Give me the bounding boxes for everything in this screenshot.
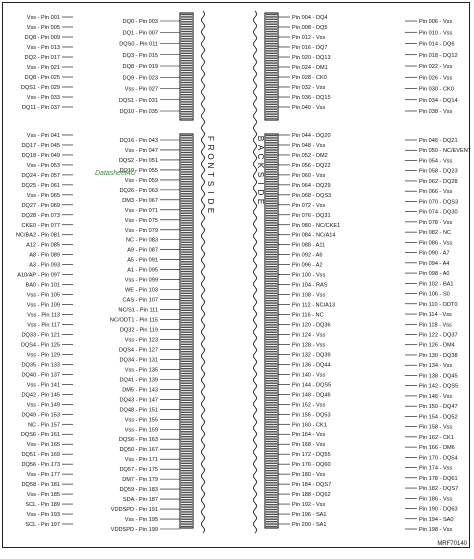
front-bottom-inner-pin-signal: Vss - Pin 159 [124, 427, 158, 434]
back-bottom-inner-pin-signal: Pin 088 - A11 [292, 242, 326, 249]
front-bottom-outer-pin-signal: A8 - Pin 089 [29, 252, 60, 259]
back-side-label-letter: D [256, 189, 265, 197]
front-bottom-outer-pin-signal: A10/AP - Pin 097 [17, 272, 60, 279]
front-bottom-inner-pin-signal: DQ43 - Pin 147 [119, 397, 158, 404]
front-bottom-inner-pin-signal: WE - Pin 103 [125, 287, 158, 294]
back-bottom-inner-pin-signal: Pin 112 - NC/A13 [292, 302, 336, 309]
back-bottom-inner-pin-signal: Pin 172 - DQ55 [292, 452, 331, 459]
front-bottom-inner-pin-signal: DQ57 - Pin 175 [119, 467, 158, 474]
back-bottom-inner-pin-signal: Pin 144 - DQS5 [292, 382, 332, 389]
front-bottom-outer-pin-signal: DQS6 - Pin 161 [20, 432, 60, 439]
back-bottom-outer-pin-signal: Pin 082 - NC [419, 230, 452, 237]
pinout-diagram [3, 3, 471, 549]
back-bottom-inner-pin-signal: Pin 092 - A6 [292, 252, 323, 259]
front-side-label [206, 136, 215, 214]
front-top-inner-pin-signal: DQ9 - Pin 023 [122, 75, 158, 82]
back-bottom-inner-pin-signal: Pin 168 - Vss [292, 442, 326, 449]
back-bottom-inner-pin-signal: Pin 052 - DM2 [292, 152, 328, 159]
front-side-label-letter: N [206, 162, 215, 170]
front-bottom-outer-pin-signal: SCL - Pin 197 [25, 522, 60, 528]
front-bottom-inner-pin-signal: DQ41 - Pin 139 [119, 377, 158, 384]
back-bottom-inner-pin-signal: Pin 176 - DQ60 [292, 462, 331, 469]
back-bottom-inner-pin-signal: Pin 192 - Vss [292, 502, 326, 509]
front-bottom-outer-pin-signal: Vss - Pin 129 [26, 352, 60, 359]
back-bottom-inner-pin-signal: Pin 124 - Vss [292, 332, 326, 339]
back-bottom-outer-pin-signal: Pin 090 - A7 [419, 250, 450, 257]
front-bottom-outer-pin-signal: DQS4 - Pin 125 [20, 342, 60, 349]
back-side-label-letter: E [256, 198, 265, 206]
front-bottom-outer-pin-signal: Vss - Pin 105 [26, 292, 60, 299]
back-bottom-outer-pin-signal: Pin 178 - DQ61 [419, 475, 458, 482]
back-bottom-inner-pin-signal: Pin 056 - DQ22 [292, 162, 331, 169]
front-top-outer-pin-signal: DQ2 - Pin 017 [24, 55, 60, 61]
front-bottom-inner-pin-signal: SDA - Pin 187 [122, 497, 158, 504]
diagram-frame [2, 2, 470, 548]
back-bottom-outer-pin-signal: Pin 066 - Vss [419, 189, 453, 196]
front-bottom-inner-pin-signal: DQS6 - Pin 163 [118, 437, 158, 444]
front-top-outer-pin-signal: Vss - Pin 021 [26, 65, 60, 71]
back-bottom-outer-pin-signal: Pin 054 - Vss [419, 158, 453, 165]
front-bottom-inner-pin-signal: NC/S1 - Pin 111 [118, 307, 158, 314]
front-bottom-inner-pin-signal: DQ26 - Pin 063 [119, 187, 158, 194]
front-bottom-outer-pin-signal: DQ56 - Pin 173 [21, 462, 60, 469]
front-bottom-inner-pin-signal: NC/ODT1 - Pin 115 [109, 317, 158, 324]
front-bottom-outer-pin-signal: NC - Pin 157 [27, 422, 60, 429]
front-bottom-outer-pin-signal: DQ33 - Pin 121 [21, 332, 60, 339]
front-bottom-inner-pin-signal: Vss - Pin 135 [124, 367, 158, 374]
front-bottom-outer-pin-signal: Vss - Pin 109 [26, 302, 60, 309]
back-bottom-outer-pin-signal: Pin 102 - BA1 [419, 281, 454, 288]
back-side-label-letter: B [256, 135, 265, 143]
back-bottom-inner-pin-signal: Pin 136 - DQ44 [292, 362, 331, 369]
front-bottom-inner-pin-signal: DQS4 - Pin 127 [118, 347, 158, 354]
front-top-inner-pin-signal: DQ0 - Pin 003 [122, 19, 158, 25]
back-bottom-inner-pin-signal: Pin 044 - DQ20 [292, 133, 331, 139]
back-bottom-inner-pin-signal: Pin 108 - Vss [292, 292, 326, 299]
back-bottom-outer-pin-signal: Pin 186 - Vss [419, 496, 453, 503]
front-bottom-outer-pin-signal: DQ18 - Pin 049 [21, 152, 60, 159]
back-side-label [256, 136, 265, 205]
back-top-outer-pin-signal: Pin 022 - Vss [419, 64, 453, 70]
back-top-inner-pin-signal: Pin 004 - DQ4 [292, 15, 328, 21]
front-bottom-inner-pin-signal: Vss - Pin 099 [124, 277, 158, 284]
back-bottom-outer-pin-signal: Pin 150 - DQ47 [419, 404, 458, 411]
front-bottom-inner-pin-signal: DQ16 - Pin 043 [119, 138, 158, 144]
back-bottom-inner-pin-signal: Pin 180 - Vss [292, 472, 326, 479]
back-bottom-inner-pin-signal: Pin 184 - DQS7 [292, 482, 332, 489]
front-side-label-letter: I [206, 191, 215, 195]
front-top-outer-pin-signal: DQ8 - Pin 009 [24, 35, 60, 41]
front-bottom-outer-pin-signal: Vss - Pin 065 [26, 192, 60, 199]
back-bottom-outer-pin-signal: Pin 198 - Vss [419, 527, 453, 533]
front-bottom-inner-pin-signal: Vss - Pin 155 [124, 417, 158, 424]
figure-ref: MRF70140 [437, 541, 467, 547]
front-bottom-outer-pin-signal: Vss - Pin 117 [27, 322, 60, 329]
front-bottom-inner-pin-signal: A9 - Pin 087 [127, 247, 158, 254]
back-side-label-letter: K [256, 162, 265, 170]
back-bottom-outer-pin-signal: Pin 058 - DQ23 [419, 168, 458, 175]
back-side-label-letter: S [256, 171, 265, 179]
front-bottom-outer-pin-signal: DQ27 - Pin 069 [21, 202, 60, 209]
front-top-inner-pin-signal: DQ8 - Pin 019 [122, 64, 158, 70]
back-bottom-outer-pin-signal: Pin 118 - Vss [419, 322, 452, 329]
front-bottom-outer-pin-signal: Vss - Pin 113 [27, 312, 60, 319]
back-top-outer-pin-signal: Pin 010 - Vss [419, 30, 453, 37]
back-bottom-inner-pin-signal: Pin 116 - NC [292, 312, 324, 319]
front-bottom-inner-pin-signal: DQ59 - Pin 183 [119, 487, 158, 494]
back-bottom-outer-pin-signal: Pin 142 - DQS5 [419, 383, 459, 390]
back-bottom-inner-pin-signal: Pin 164 - Vss [292, 432, 326, 439]
back-bottom-outer-pin-signal: Pin 126 - DM4 [419, 342, 455, 349]
front-bottom-outer-pin-signal: SCL - Pin 189 [25, 502, 60, 509]
back-connector-top [265, 13, 278, 120]
back-top-outer-pin-signal: Pin 030 - CK0 [419, 86, 454, 93]
back-top-inner-pin-signal: Pin 024 - DM1 [292, 65, 328, 71]
front-bottom-outer-pin-signal: DQ24 - Pin 057 [21, 172, 60, 179]
back-bottom-inner-pin-signal: Pin 068 - DQS3 [292, 192, 332, 199]
back-bottom-outer-pin-signal: Pin 146 - Vss [419, 393, 453, 400]
front-bottom-outer-pin-signal: DQ28 - Pin 073 [21, 212, 60, 219]
front-bottom-outer-pin-signal: Vss - Pin 185 [26, 492, 60, 499]
back-bottom-inner-pin-signal: Pin 060 - Vss [292, 172, 326, 179]
back-top-inner-pin-signal: Pin 032 - Vss [292, 85, 326, 91]
front-top-outer-pin-signal: Vss - Pin 013 [26, 45, 60, 51]
front-bottom-inner-pin-signal: VDDSPD - Pin 191 [110, 507, 158, 514]
front-top-outer-pin-signal: DQ8 - Pin 025 [24, 75, 60, 81]
front-edge-wave [202, 11, 205, 533]
front-bottom-outer-pin-signal: DQ42 - Pin 145 [21, 392, 60, 399]
front-top-inner-pin-signal: DQ10 - Pin 035 [119, 109, 158, 115]
front-bottom-outer-pin-signal: Vss - Pin 177 [26, 472, 60, 479]
back-bottom-inner-pin-signal: Pin 128 - Vss [292, 342, 326, 349]
back-bottom-outer-pin-signal: Pin 110 - ODT0 [419, 301, 458, 308]
front-side-label-letter: T [206, 172, 215, 178]
front-top-inner-pin-signal: DQ1 - Pin 007 [122, 30, 158, 37]
front-bottom-inner-pin-signal: NC - Pin 083 [125, 237, 158, 244]
back-top-inner-pin-signal: Pin 008 - DQ5 [292, 25, 328, 31]
back-bottom-inner-pin-signal: Pin 096 - A2 [292, 262, 323, 269]
back-bottom-outer-pin-signal: Pin 194 - SA0 [419, 516, 454, 523]
back-bottom-outer-pin-signal: Pin 138 - DQ45 [419, 373, 458, 380]
back-bottom-outer-pin-signal: Pin 190 - DQ63 [419, 506, 458, 513]
front-bottom-outer-pin-signal: DQ49 - Pin 153 [21, 412, 60, 419]
back-bottom-inner-pin-signal: Pin 200 - SA1 [292, 522, 327, 528]
front-top-inner-pin-signal: DQ3 - Pin 015 [122, 52, 158, 59]
front-bottom-inner-pin-signal: DQ48 - Pin 151 [119, 407, 158, 414]
back-bottom-outer-pin-signal: Pin 174 - Vss [419, 465, 453, 472]
front-bottom-outer-pin-signal: Vss - Pin 149 [26, 402, 60, 409]
back-bottom-outer-pin-signal: Pin 182 - DQS7 [419, 486, 459, 493]
back-bottom-outer-pin-signal: Pin 162 - CK1 [419, 434, 454, 441]
front-bottom-inner-pin-signal: Vss - Pin 059 [124, 177, 158, 184]
front-bottom-inner-pin-signal: Vss - Pin 071 [124, 207, 158, 214]
back-bottom-outer-pin-signal: Pin 106 - S0 [419, 291, 450, 298]
back-bottom-inner-pin-signal: Pin 104 - RAS [292, 282, 328, 289]
front-bottom-inner-pin-signal: DM5 - Pin 143 [122, 387, 158, 394]
back-top-outer-pin-signal: Pin 014 - DQ6 [419, 41, 455, 48]
back-top-inner-pin-signal: Pin 016 - DQ7 [292, 45, 328, 51]
back-bottom-outer-pin-signal: Pin 154 - DQ52 [419, 414, 458, 421]
front-bottom-inner-pin-signal: DQ50 - Pin 167 [119, 447, 158, 454]
front-bottom-outer-pin-signal: DQ25 - Pin 061 [21, 182, 60, 189]
back-bottom-inner-pin-signal: Pin 156 - DQ53 [292, 412, 331, 419]
front-side-label-letter: O [206, 153, 215, 161]
front-bottom-inner-pin-signal: A1 - Pin 095 [127, 267, 158, 274]
front-bottom-outer-pin-signal: Vss - Pin 193 [26, 512, 60, 519]
front-bottom-inner-pin-signal: Vss - Pin 047 [124, 147, 158, 154]
front-bottom-inner-pin-signal: DQS2 - Pin 051 [118, 157, 158, 164]
back-bottom-inner-pin-signal: Pin 196 - SA1 [292, 512, 327, 519]
front-bottom-inner-pin-signal: Vss - Pin 079 [124, 227, 158, 234]
back-bottom-inner-pin-signal: Pin 148 - DQ46 [292, 392, 331, 399]
front-bottom-outer-pin-signal: DQ17 - Pin 045 [21, 142, 60, 149]
back-top-inner-pin-signal: Pin 028 - CK0 [292, 75, 327, 81]
back-bottom-inner-pin-signal: Pin 188 - DQ62 [292, 492, 331, 499]
front-side-label-letter: R [206, 144, 215, 152]
front-bottom-outer-pin-signal: Vss - Pin 041 [26, 133, 60, 139]
back-bottom-inner-pin-signal: Pin 076 - DQ31 [292, 212, 331, 219]
front-bottom-inner-pin-signal: DQ32 - Pin 119 [119, 327, 158, 334]
front-top-outer-pin-signal: Vss - Pin 033 [26, 95, 60, 101]
back-bottom-inner-pin-signal: Pin 100 - Vss [292, 272, 326, 279]
front-side-label-letter: D [206, 198, 215, 206]
back-bottom-outer-pin-signal: Pin 122 - DQ37 [419, 332, 458, 339]
watermark-text: Datasheet4U [95, 170, 136, 177]
back-bottom-outer-pin-signal: Pin 094 - A4 [419, 260, 450, 267]
front-bottom-inner-pin-signal: VDDSPD - Pin 199 [110, 527, 158, 533]
front-top-inner-pin-signal: DQS0 - Pin 011 [119, 41, 158, 48]
front-bottom-outer-pin-signal: A12 - Pin 085 [26, 242, 60, 249]
front-connector-top [180, 13, 193, 120]
front-bottom-outer-pin-signal: DQ51 - Pin 169 [21, 452, 60, 459]
front-bottom-inner-pin-signal: Vss - Pin 171 [124, 457, 158, 464]
front-bottom-inner-pin-signal: Vss - Pin 075 [124, 217, 158, 224]
front-bottom-inner-pin-signal: CAS - Pin 107 [122, 297, 158, 304]
back-top-outer-pin-signal: Pin 034 - DQ14 [419, 97, 458, 104]
front-top-outer-pin-signal: Vss - Pin 005 [26, 25, 60, 31]
back-bottom-inner-pin-signal: Pin 064 - DQ29 [292, 182, 331, 189]
front-bottom-inner-pin-signal: A5 - Pin 091 [127, 257, 158, 264]
front-top-outer-pin-signal: Vss - Pin 001 [26, 15, 60, 21]
back-bottom-inner-pin-signal: Pin 084 - NC/A14 [292, 232, 336, 239]
front-bottom-outer-pin-signal: Vss - Pin 053 [26, 162, 60, 169]
back-bottom-inner-pin-signal: Pin 152 - Vss [292, 402, 326, 409]
back-bottom-inner-pin-signal: Pin 080 - NC/CKE1 [292, 222, 341, 229]
front-bottom-outer-pin-signal: DQ40 - Pin 137 [21, 372, 60, 379]
front-bottom-outer-pin-signal: DQ58 - Pin 181 [21, 482, 60, 489]
front-top-inner-pin-signal: DQS1 - Pin 031 [118, 97, 158, 104]
back-top-outer-pin-signal: Pin 038 - Vss [419, 109, 453, 115]
front-bottom-outer-pin-signal: NC/BA2 - Pin 081 [15, 232, 60, 239]
back-bottom-outer-pin-signal: Pin 166 - DM6 [419, 445, 455, 452]
front-bottom-outer-pin-signal: Vss - Pin 141 [26, 382, 60, 389]
back-bottom-inner-pin-signal: Pin 048 - Vss [292, 142, 326, 149]
back-bottom-inner-pin-signal: Pin 120 - DQ36 [292, 322, 331, 329]
front-bottom-inner-pin-signal: DQ19 - Pin 055 [119, 167, 158, 174]
back-bottom-inner-pin-signal: Pin 132 - DQ39 [292, 352, 331, 359]
back-edge-wave [254, 11, 257, 533]
back-top-outer-pin-signal: Pin 006 - Vss [419, 19, 453, 25]
front-side-label-letter: S [206, 180, 215, 188]
front-side-label-letter: E [206, 207, 215, 215]
front-bottom-inner-pin-signal: Vss - Pin 123 [124, 337, 158, 344]
front-bottom-outer-pin-signal: DQ35 - Pin 133 [21, 362, 60, 369]
back-top-inner-pin-signal: Pin 020 - DQ13 [292, 55, 331, 61]
back-bottom-inner-pin-signal: Pin 160 - CK1 [292, 422, 327, 429]
back-side-label-letter: C [256, 153, 265, 161]
back-bottom-outer-pin-signal: Pin 114 - Vss [419, 312, 452, 319]
back-bottom-outer-pin-signal: Pin 062 - DQ28 [419, 178, 458, 185]
front-top-outer-pin-signal: DQ11 - Pin 037 [21, 105, 60, 111]
back-top-inner-pin-signal: Pin 040 - Vss [292, 105, 326, 111]
back-bottom-outer-pin-signal: Pin 134 - Vss [419, 363, 453, 370]
back-bottom-outer-pin-signal: Pin 050 - NC/EVENT [419, 148, 471, 155]
front-top-outer-pin-signal: DQS1 - Pin 029 [20, 85, 60, 91]
back-side-label-letter: I [256, 182, 265, 186]
back-bottom-outer-pin-signal: Pin 098 - A0 [419, 271, 450, 278]
front-bottom-outer-pin-signal: A3 - Pin 093 [29, 262, 60, 269]
front-bottom-inner-pin-signal: DQ34 - Pin 131 [119, 357, 158, 364]
front-bottom-inner-pin-signal: DM3 - Pin 067 [122, 197, 158, 204]
back-bottom-outer-pin-signal: Pin 074 - DQ30 [419, 209, 458, 216]
back-bottom-outer-pin-signal: Pin 046 - DQ21 [419, 138, 458, 144]
back-top-inner-pin-signal: Pin 012 - Vss [292, 35, 326, 41]
back-top-inner-pin-signal: Pin 036 - DQ15 [292, 95, 331, 101]
front-bottom-inner-pin-signal: Vss - Pin 195 [124, 517, 158, 524]
front-top-inner-pin-signal: Vss - Pin 027 [124, 86, 158, 93]
front-bottom-inner-pin-signal: DM7 - Pin 179 [122, 477, 158, 484]
front-bottom-outer-pin-signal: Vss - Pin 165 [26, 442, 60, 449]
back-bottom-outer-pin-signal: Pin 130 - DQ38 [419, 352, 458, 359]
front-bottom-outer-pin-signal: BA0 - Pin 101 [25, 282, 60, 289]
back-side-label-letter: A [256, 144, 265, 152]
back-bottom-outer-pin-signal: Pin 086 - Vss [419, 240, 453, 247]
back-bottom-outer-pin-signal: Pin 078 - Vss [419, 219, 453, 226]
front-bottom-outer-pin-signal: CKE0 - Pin 077 [21, 222, 60, 229]
back-top-outer-pin-signal: Pin 018 - DQ12 [419, 52, 458, 59]
back-bottom-outer-pin-signal: Pin 070 - DQS3 [419, 199, 459, 206]
back-bottom-outer-pin-signal: Pin 158 - Vss [419, 424, 453, 431]
back-bottom-outer-pin-signal: Pin 170 - DQ54 [419, 455, 458, 462]
back-bottom-inner-pin-signal: Pin 140 - Vss [292, 372, 326, 379]
front-side-label-letter: F [206, 136, 215, 142]
back-bottom-inner-pin-signal: Pin 072 - Vss [292, 202, 326, 209]
back-top-outer-pin-signal: Pin 026 - Vss [419, 75, 453, 82]
